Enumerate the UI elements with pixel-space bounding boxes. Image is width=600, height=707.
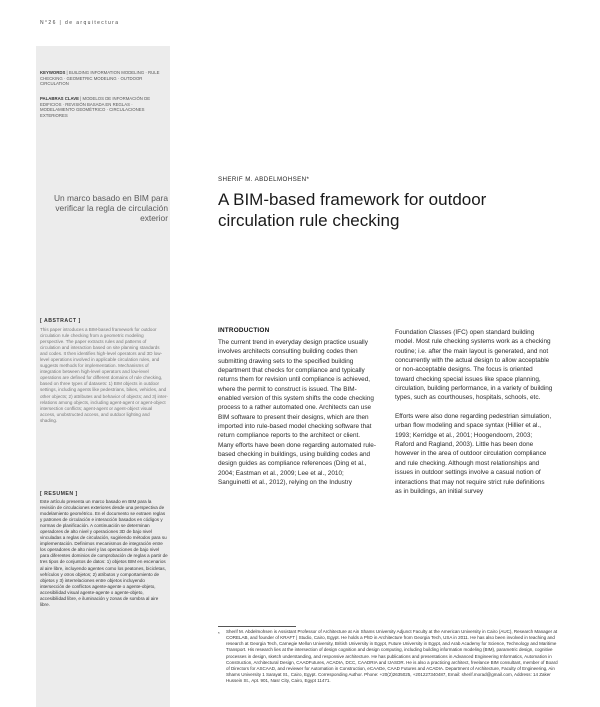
keywords-es: PALABRAS CLAVE | MODELOS DE INFORMACIÓN DE EDIFICIOS · REVISIÓN BASADA EN REGLAS · MODELAMIENTO GEOMÉTRICO · CIRCULACIONES EXTERIORES	[40, 96, 151, 118]
footnote-marker: *	[218, 631, 220, 636]
footnote-divider	[218, 626, 296, 627]
abstract-label: [ ABSTRACT ]	[40, 318, 81, 324]
paragraph: Efforts were also done regarding pedestrian simulation, urban flow modeling and space syntax (Hillier et al., 1993; Kerridge et al., 2001; Hoogendoorn, 2003; Raford and Ragland, 2003). Little has been done however in the area of outdoor circulation compliance and rule checking. Although most relationships and issues in outdoor settings involve a casual notion of interactions that may not require strict rule definitions as in buildings, an initial survey	[395, 413, 552, 495]
body-column-2	[395, 328, 553, 496]
paragraph: Foundation Classes (IFC) open standard building model. Most rule checking systems work as a checking routine; i.e. after the main layout is generated, and not concurrently with the actual design to allow acceptable or non-acceptable designs. The focus is oriented toward checking special issues like space planning, circulation, building performance, in a variety of building types, such as courthouses, hospitals, schools, etc.	[395, 329, 553, 402]
body-column-1	[218, 338, 376, 488]
footnote-text: Sherif M. Abdelmohsen is Assistant Professor of Architecture at Ain Shams University Adjunct Faculty at the American University in Cairo (AUC), Research Manager at CORELAB, and founder of KRAFT | Studio, Cairo, Egypt. He holds a PhD in Architecture from Georgia Tech, USA in 2011. He has also been involved in teaching and research at Georgia Tech, Carnegie Mellon University, British University in Egypt, Future University in Egypt, and Arab Academy for Science, Technology and Maritime Transport. His research lies at the intersection of design cognition and design computing, including building information modeling (BIM), parametric design, cognitive processes in design, sketch understanding, and responsive architecture. He has publications and presentations in Advanced Engineering Informatics, Automation in Construction, Architectural Design, CAADFutures, ACADIA, DCC, CAADRIA and IJASDR. He is also a practicing architect, freelance BIM consultant, member of Board of Directors for ASCAAD, and reviewer for Automation in Construction, eCAADe, CAAD Futures and ACADIA. Department of Architecture, Faculty of Engineering, Ain Shams University 1 Sarayat St., Cairo, Egypt. Corresponding Author. Phone: +20(2)2635025, +201227340487, Email: sherif.morad@gmail.com, Address: 14 Zaker Hussein St., Apt. 901, Nasr City, Cairo, Egypt 11471.	[226, 629, 558, 684]
resumen-text: Este artículo presenta un marco basado en BIM para la revisión de circulaciones exteriores desde una perspectiva de modelamiento geométrico. En el documento se extraen reglas y patrones de circulación e interacción basados en códigos y normas de planificación. A continuación se determinan operadores de alto nivel y operaciones 3D de bajo nivel vinculadas a reglas de circulación, sugiriendo métodos para su implementación. Definimos mecanismos de integración entre los operadores de alto nivel y las operaciones de bajo nivel para diferentes dominios de comprobación de reglas a partir de tres tipos de conjuntos de datos: 1) objetos BIM en escenarios al aire libre, incluyendo agentes como los peatones, bicicletas, vehículos y otros objetos; 2) atributos y comportamiento de objetos y 3) interrelaciones entre objetos incluyendo intersección de conflictos agente-agente o agente-objeto, accesibilidad visual agente-agente o agente-objeto, accesibilidad libre, e iluminación y zonas de sombra al aire libre.	[40, 499, 168, 607]
author-name: SHERIF M. ABDELMOHSEN*	[218, 176, 310, 183]
keywords-en-label: KEYWORDS	[40, 70, 66, 75]
keywords-es-label: PALABRAS CLAVE	[40, 96, 79, 101]
keywords-es-text: MODELOS DE INFORMACIÓN DE EDIFICIOS · REVISIÓN BASADA EN REGLAS · MODELAMIENTO GEOMÉTRICO · CIRCULACIONES EXTERIORES	[40, 96, 151, 118]
section-heading-introduction: INTRODUCTION	[218, 327, 270, 334]
keywords-en: KEYWORDS | BUILDING INFORMATION MODELING · RULE CHECKING · GEOMETRIC MODELING · OUTDOOR CIRCULATION	[40, 70, 160, 87]
abstract-text: This paper introduces a BIM-based framework for outdoor circulation rule checking from a geometric modeling perspective. The paper extracts rules and patterns of circulation and interaction based on site planning standards and codes. It then identifies high-level operators and 3D low-level operations involved in applicable circulation rules, and suggests methods for implementation. Mechanisms of integration between high-level operators and low-level operations are defined for different domains of rule checking, based on three types of datasets: 1) BIM objects in outdoor settings, including agents like pedestrians, bikes, vehicles, and other objects; 2) attributes and behavior of objects; and 3) inter-relations among objects, including agent-agent or agent-object intersection conflicts; agent-agent or agent-object visual access, unobstructed access, and outdoor lighting and shading.	[40, 327, 168, 423]
page-title: A BIM-based framework for outdoor circulation rule checking	[218, 190, 487, 230]
resumen-label: [ RESUMEN ]	[40, 491, 78, 497]
title-spanish: Un marco basado en BIM para verificar la regla de circulación exterior	[53, 193, 168, 224]
journal-header: N°26 | de arquitectura	[40, 20, 120, 26]
keywords-en-text: BUILDING INFORMATION MODELING · RULE CHECKING · GEOMETRIC MODELING · OUTDOOR CIRCULATION	[40, 70, 160, 87]
paragraph: The current trend in everyday design practice usually involves architects consulting building codes then submitting drawing sets to the specified building department that checks for compliance and typically returns them for revision until compliance is achieved, where the permit to construct is issued. The BIM-enabled version of this system shifts the code checking process to a rather automated one. Architects can use BIM software to present their designs, which are then imported into rule-based model checking software that return compliance reports to the architect or client. Many efforts have been done regarding automated rule-based checking in buildings, using building codes and design guides as compliance references (Ding et al., 2004; Eastman et al., 2009; Lee et al., 2010; Sanguinetti et al., 2012), relying on the Industry	[218, 339, 376, 487]
